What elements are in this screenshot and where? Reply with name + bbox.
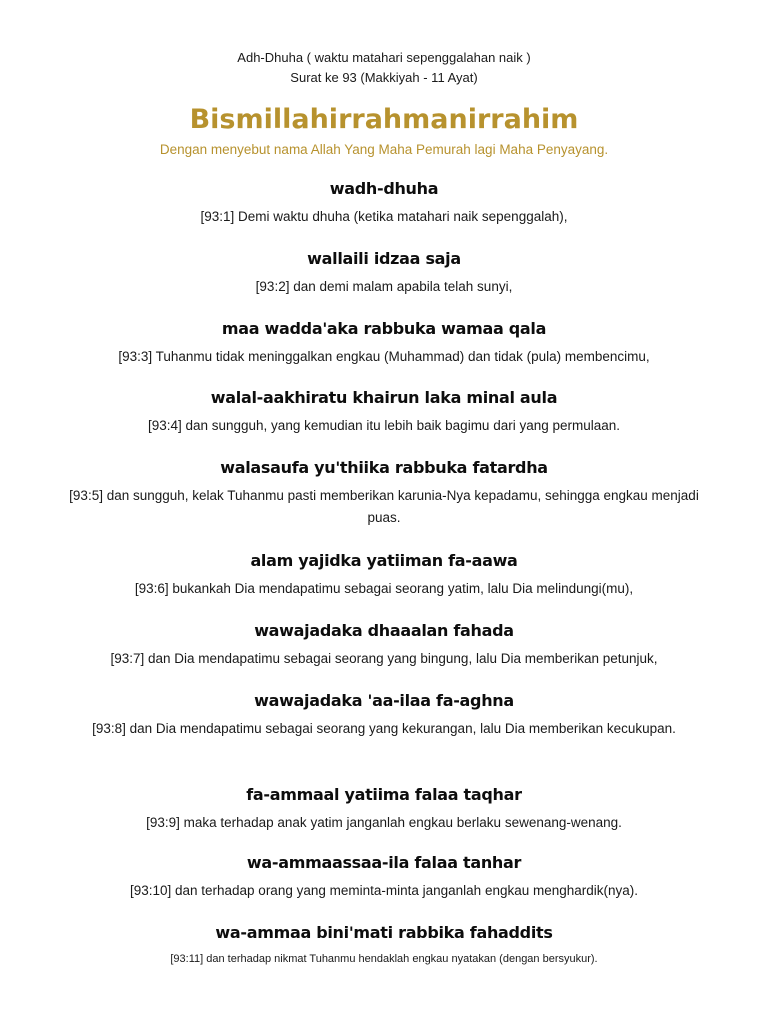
verse-transliteration: wallaili idzaa saja <box>307 249 461 268</box>
verse-transliteration: wawajadaka dhaaalan fahada <box>254 621 514 640</box>
verse-3 <box>0 312 768 368</box>
verse-11 <box>0 916 768 968</box>
verse-translation: [93:4] dan sungguh, yang kemudian itu lebih baik bagimu dari yang permulaan. <box>147 418 621 433</box>
verse-translation: [93:2] dan demi malam apabila telah sunyi, <box>255 279 513 294</box>
basmalah-title: Bismillahirrahmanirrahim <box>189 104 579 135</box>
verse-transliteration: alam yajidka yatiiman fa-aawa <box>250 551 518 570</box>
verse-4 <box>0 381 768 437</box>
verse-translation: [93:11] dan terhadap nikmat Tuhanmu hendaklah engkau nyatakan (dengan bersyukur). <box>170 953 598 965</box>
verse-translation: [93:1] Demi waktu dhuha (ketika matahari naik sepenggalah), <box>200 209 568 224</box>
verse-6 <box>0 544 768 600</box>
verse-translation: [93:8] dan Dia mendapatimu sebagai seorang yang kekurangan, lalu Dia memberikan kecukupan. <box>92 721 676 736</box>
verse-1 <box>0 172 768 228</box>
surah-name-line: Adh-Dhuha ( waktu matahari sepenggalahan naik ) <box>237 50 531 65</box>
verse-transliteration: wa-ammaassaa-ila falaa tanhar <box>246 853 522 872</box>
verse-transliteration: walasaufa yu'thiika rabbuka fatardha <box>220 458 548 477</box>
basmalah-translation: Dengan menyebut nama Allah Yang Maha Pemurah lagi Maha Penyayang. <box>159 142 609 157</box>
verse-9 <box>0 778 768 834</box>
verse-transliteration: wawajadaka 'aa-ilaa fa-aghna <box>254 691 514 710</box>
verse-translation: [93:10] dan terhadap orang yang meminta-minta janganlah engkau menghardik(nya). <box>129 883 639 898</box>
verse-translation: [93:9] maka terhadap anak yatim janganlah engkau berlaku sewenang-wenang. <box>146 815 622 830</box>
verse-transliteration: wadh-dhuha <box>329 179 439 198</box>
verse-2 <box>0 242 768 298</box>
verse-transliteration: walal-aakhiratu khairun laka minal aula <box>210 388 558 407</box>
surah-header <box>0 48 768 88</box>
verse-translation: [93:5] dan sungguh, kelak Tuhanmu pasti memberikan karunia-Nya kepadamu, sehingga engkau menjadi puas. <box>69 488 699 525</box>
verse-10 <box>0 846 768 902</box>
verse-translation: [93:6] bukankah Dia mendapatimu sebagai seorang yatim, lalu Dia melindungi(mu), <box>134 581 634 596</box>
verse-transliteration: fa-ammaal yatiima falaa taqhar <box>246 785 522 804</box>
verse-5 <box>0 451 768 529</box>
verse-transliteration: maa wadda'aka rabbuka wamaa qala <box>221 319 547 338</box>
verse-translation: [93:3] Tuhanmu tidak meninggalkan engkau (Muhammad) dan tidak (pula) membencimu, <box>118 349 650 364</box>
surah-info-line: Surat ke 93 (Makkiyah - 11 Ayat) <box>290 70 478 85</box>
verse-transliteration: wa-ammaa bini'mati rabbika fahaddits <box>215 923 553 942</box>
verse-7 <box>0 614 768 670</box>
verse-8 <box>0 684 768 740</box>
verse-translation: [93:7] dan Dia mendapatimu sebagai seorang yang bingung, lalu Dia memberikan petunjuk, <box>110 651 658 666</box>
